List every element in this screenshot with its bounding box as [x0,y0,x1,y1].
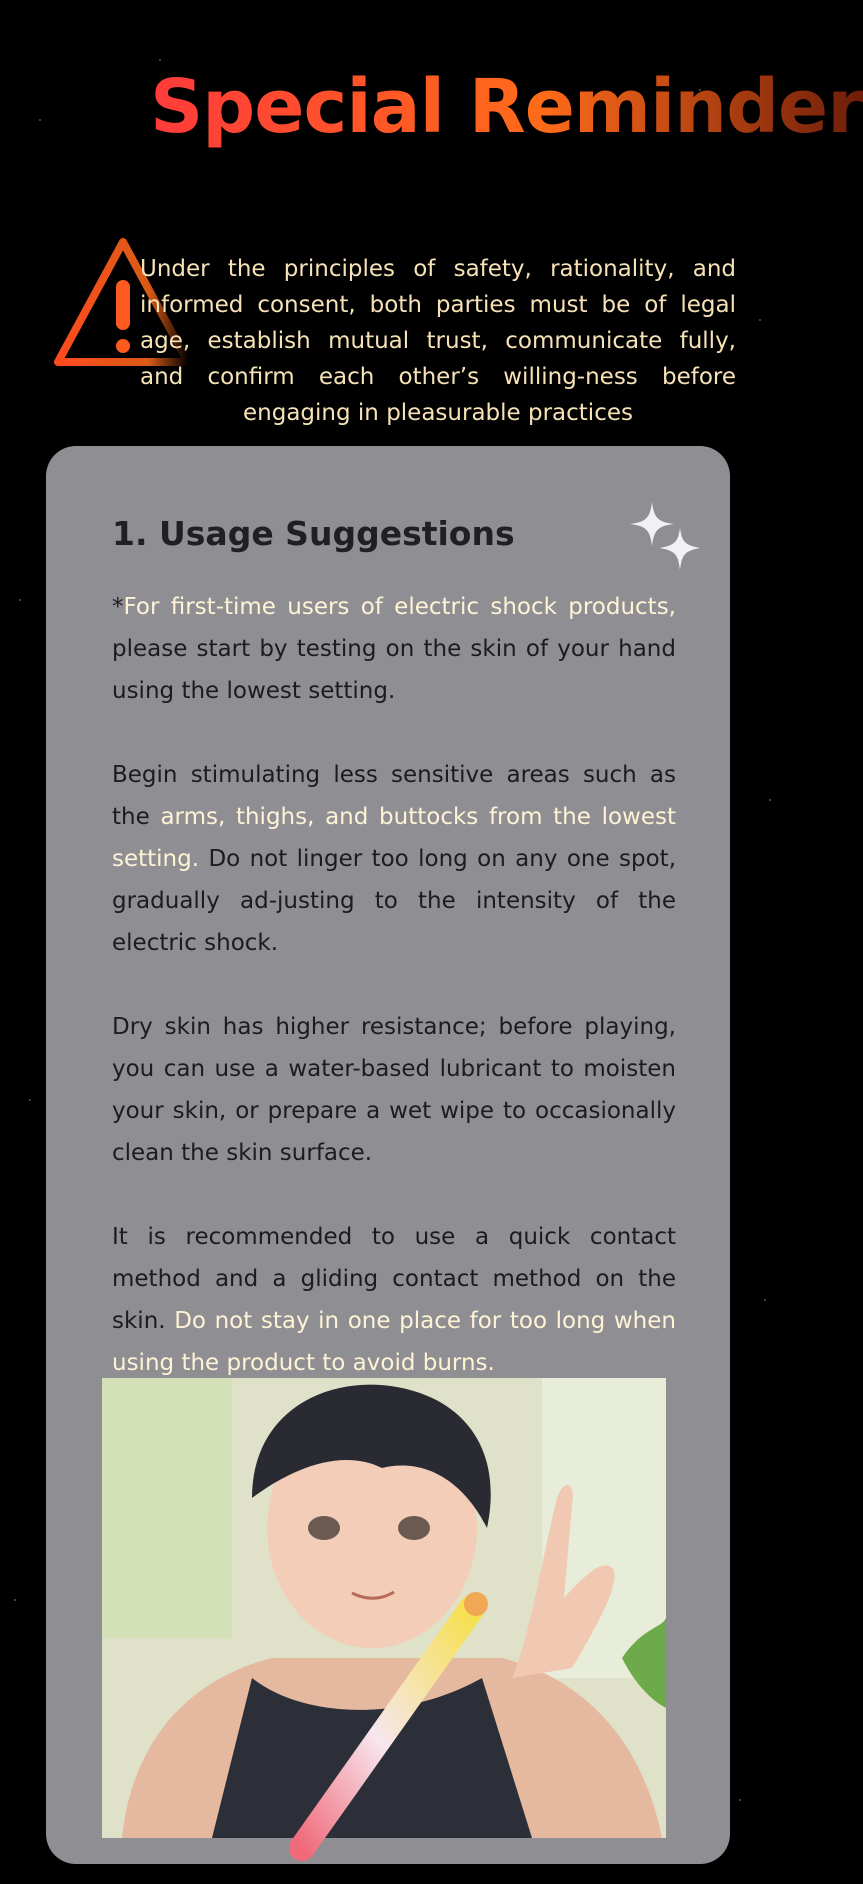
paragraph-text: please start by testing on the skin of your hand using the lowest setting. [112,636,676,704]
paragraph-first-time-users [112,586,676,712]
paragraph-text: Begin stimulating less sensitive areas such as the [112,762,676,830]
paragraph-stimulation [112,754,676,964]
character-illustration [102,1378,666,1838]
section-title: 1. Usage Suggestions [112,514,515,553]
paragraph-dry-skin: Dry skin has higher resistance; before playing, you can use a water-based lubricant to moisten your skin, or prepare a wet wipe to occasionally clean the skin surface. [112,1014,676,1166]
usage-suggestions-card [46,446,730,1864]
intro-text: Under the principles of safety, rationality, and informed consent, both parties must be of legal age, establish mutual trust, communicate fully, and confirm each other’s willing-ness before engaging in pleasurable practices [140,256,736,426]
page-title: Special Reminder [150,64,863,150]
paragraph-text: It is recommended to use a quick contact method and a gliding contact method on the skin. [112,1224,676,1334]
paragraph-lead: * [112,594,124,620]
highlight-avoid-burns: Do not stay in one place for too long when using the product to avoid burns. [112,1308,676,1376]
paragraph-contact-method [112,1216,676,1384]
highlight-first-time: For first-time users of electric shock products, [123,594,676,620]
highlight-areas: arms, thighs, and buttocks from the lowest setting. [112,804,676,872]
paragraph-text: Do not linger too long on any one spot, gradually ad-justing to the intensity of the electric shock. [112,846,676,956]
